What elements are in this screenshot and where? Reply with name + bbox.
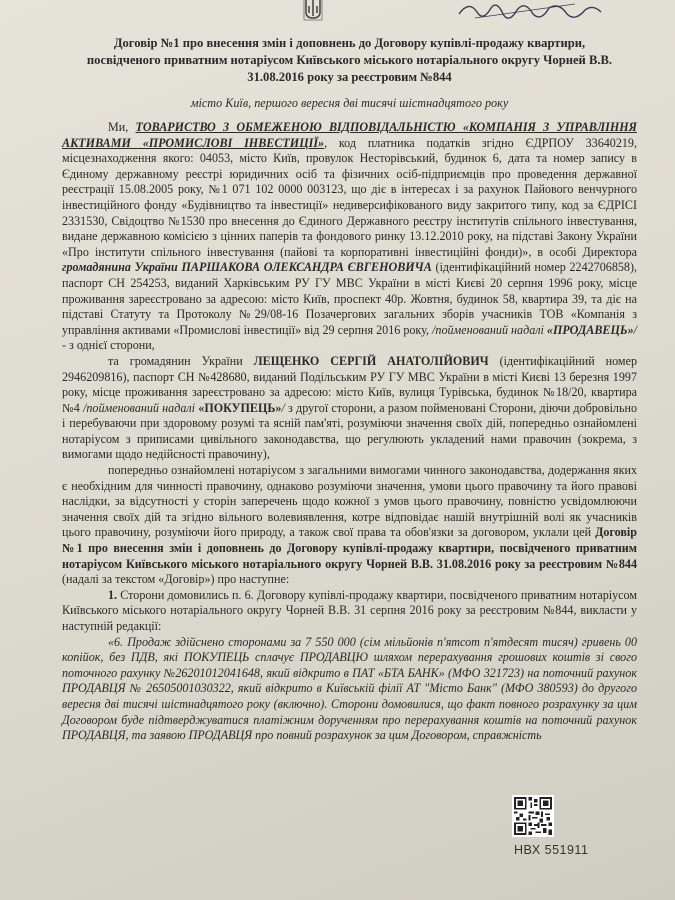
clause-6-quote: «6. Продаж здійснено сторонами за 7 550 000 (сім мільйонів п'ятсот п'ятдесят тисяч) гривень 00 копійок, без ПДВ, які ПОКУПЕЦЬ сплачує ПРОДАВЦЮ шляхом перерахування грошових коштів зі свого поточного рахунку №26201012041648, який відкрито в ПАТ «БТА БАНК» (МФО 321723) на поточний рахунок ПРОДАВЦЯ № 26505001030322, який відкрито в Київській філії АТ "Місто Банк" (МФО 380593) до другого вересня дві тисячі шістнадцятого року (включно). Сторони домовилися, що факт повного розрахунку за цим Договором буде підтверджуватися платіжним дорученням про перерахування коштів на поточний рахунок ПРОДАВЦЯ, та заявою ПРОДАВЦЯ про повний розрахунок за цим Договором, справжність [62,634,637,743]
buyer-intro: та громадянин України [108,353,254,368]
paragraph-agreement [62,463,637,588]
contract-name: Договір №1 про внесення змін і доповнень до Договору купівлі-продажу квартири, посвідченого приватним нотаріусом Київського міського нотаріального округу Чорней В.В. 31.08.2016 року за реєстровим №844 [62,525,637,571]
seller-alias-suffix: / [633,322,637,337]
buyer-alias: «ПОКУПЕЦЬ» [198,400,282,415]
seller-side-text: - з однієї сторони, [62,338,155,353]
title-line-2: посвідченого приватним нотаріусом Київського міського нотаріального округу Чорней В.В. [86,53,613,67]
buyer-name: ЛЕЩЕНКО СЕРГІЙ АНАТОЛІЙОВИЧ [253,353,489,368]
clause-1 [62,588,637,635]
buyer-side-text: з другої сторони, а разом пойменовані Сторони, діючи добровільно і перебуваючи при здоровому розумі та ясній пам'яті, розуміючи значення своїх дій, попередньо ознайомлені нотаріусом з приписами цивільного законодавства, що регулюють укладений нами правочин (зокрема, з вимогами щодо недійсності правочину), [62,400,637,462]
buyer-details: (ідентифікаційний номер 2946209816), паспорт СН №428680, виданий Подільським РУ ГУ МВС України в місті Києві 13 березня 1997 року, місце проживання зареєстровано за адресою: місто Київ, вулиця Турівська, будинок №18/20, квартира №4 [62,353,637,415]
agreement-preamble: попередньо ознайомлені нотаріусом з загальними вимогами чинного законодавства, додержання яких є необхідним для чинності правочину, однаково розуміючи значення, умови цього правочину та його правові наслідки, за відсутності у сторін заперечень щодо кожної з умов цього правочину, повністю усвідомлюючи значення своїх дій та згідно вільного волевиявлення, котре відповідає нашій внутрішній волі як учасників цього правочину, розуміючи його природу, а також свої права та обов'язки за договором, уклали цей [62,463,637,540]
seller-alias: «ПРОДАВЕЦЬ» [546,322,634,337]
form-serial-number: НВХ 551911 [514,843,589,857]
paragraph-seller [62,120,637,354]
agreement-closing: (надалі за текстом «Договір») про наступне: [62,572,290,587]
clause-1-text: Сторони домовились п. 6. Договору купівлі-продажу квартири, посвідченого приватним нотаріусом Київського міського нотаріального округу Чорней В.В. 31 серпня 2016 року за реєстровим №844, викласти у наступній редакції: [62,587,637,633]
company-name: ТОВАРИСТВО З ОБМЕЖЕНОЮ ВІДПОВІДАЛЬНІСТЮ «КОМПАНІЯ З УПРАВЛІННЯ АКТИВАМИ «ПРОМИСЛОВІ ІНВЕСТИЦІЇ» [62,120,637,150]
title-line-1: Договір №1 про внесення змін і доповнень до Договору купівлі-продажу квартири, [113,36,586,50]
director-details: (ідентифікаційний номер 2242706858), паспорт СН 254253, виданий Харківським РУ ГУ МВС України в місті Києві 20 серпня 1996 року, місце проживання зареєстровано за адресою: місто Київ, проспект 40р. Жовтня, будинок 58, квартира 39, та діє на підставі Статуту та Протоколу №29/08-16 Позачергових загальних зборів учасників ТОВ «Компанія з управління активами «Промислові інвестиції» від 29 серпня 2016 року, [62,260,638,337]
seller-alias-prefix: /пойменований надалі [432,322,547,337]
buyer-alias-suffix: / [281,400,285,415]
title-line-3: 31.08.2016 року за реєстровим №844 [247,70,452,84]
place-and-date: місто Київ, першого вересня дві тисячі шістнадцятого року [190,96,509,110]
qr-code-icon [512,795,554,837]
seller-details: , код платника податків згідно ЄДРПОУ 33640219, місцезнаходження якого: 04053, місто Київ, провулок Несторівський, будинок 6, дата та номер запису в Єдиному державному реєстрі юридичних осіб та фізичних осіб-підприємців про проведення державної реєстрації 15.08.2005 року, №1 071 102 0000 003123, що діє в інтересах і за рахунок Пайового венчурного інвестиційного фонду «Будівництво та інвестиції» недиверсифікованого виду закритого типу, код за ЄДРІСІ 2331530, Свідоцтво №1530 про внесення до Єдиного Державного реєстру інститутів спільного інвестування, видане державною комісією з цінних паперів та фондового ринку 13.12.2010 року, на підставі Закону України «Про інститути спільного інвестування (пайові та корпоративні інвестиційні фонди)», в особі Директора [62,135,637,259]
buyer-alias-prefix: /пойменований надалі [83,400,199,415]
trident-emblem-icon [298,0,328,24]
clause-number: 1. [108,587,118,602]
handwritten-signature [455,0,605,28]
director-name: громадянина України ПАРШАКОВА ОЛЕКСАНДРА ЄВГЕНОВИЧА [62,260,432,275]
paragraph-buyer [62,354,637,463]
document-body [62,120,637,744]
text-we: Ми, [108,120,136,134]
document-title [62,35,637,86]
